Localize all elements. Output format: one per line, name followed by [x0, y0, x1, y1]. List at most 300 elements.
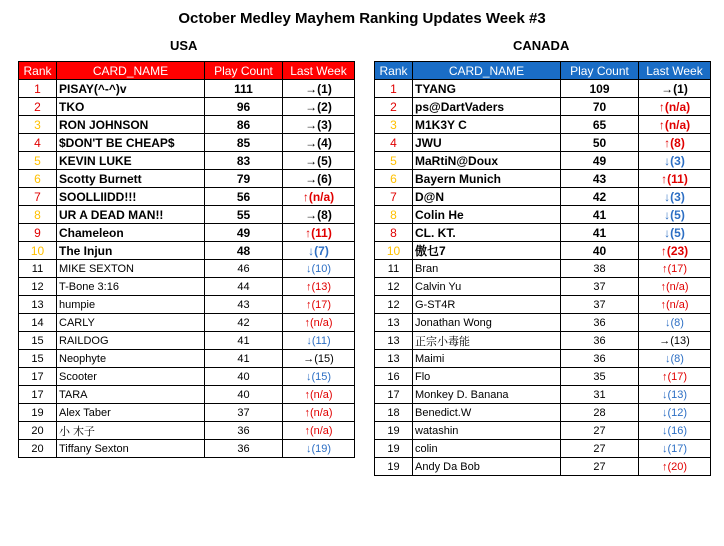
card-name-cell: 傲乜7 [413, 242, 561, 260]
play-count-cell: 83 [205, 152, 283, 170]
card-name-cell: G-ST4R [413, 296, 561, 314]
table-row [375, 224, 711, 242]
rank-cell: 12 [375, 296, 413, 314]
last-week-cell [639, 278, 711, 296]
table-row [19, 224, 355, 242]
arrow-right-icon: → [305, 81, 318, 96]
rank-cell: 8 [375, 224, 413, 242]
rank-cell: 12 [375, 278, 413, 296]
play-count-cell: 27 [561, 422, 639, 440]
arrow-down-icon: ↓ [661, 406, 668, 419]
card-name-cell: RON JOHNSON [57, 116, 205, 134]
arrow-down-icon: ↓ [661, 442, 668, 455]
last-week-value: (17) [667, 442, 688, 455]
table-row [375, 170, 711, 188]
last-week-cell [639, 134, 711, 152]
last-week-value: (10) [311, 262, 332, 275]
table-row [375, 278, 711, 296]
rank-cell: 13 [375, 332, 413, 350]
canada-table-body [375, 80, 711, 476]
card-name-cell: Bayern Munich [413, 170, 561, 188]
arrow-right-icon: → [305, 117, 318, 132]
last-week-cell [283, 224, 355, 242]
card-name-cell: PISAY(^-^)v [57, 80, 205, 98]
card-name-cell: Jonathan Wong [413, 314, 561, 332]
arrow-up-icon: ↑ [664, 135, 671, 150]
arrow-down-icon: ↓ [305, 262, 312, 275]
last-week-value: (1) [673, 81, 688, 96]
rank-cell: 9 [19, 224, 57, 242]
last-week-cell [639, 242, 711, 260]
last-week-value: (6) [317, 171, 332, 186]
last-week-cell [283, 242, 355, 260]
last-week-value: (n/a) [308, 189, 335, 204]
last-week-cell [639, 80, 711, 98]
card-name-cell: TYANG [413, 80, 561, 98]
rank-cell: 3 [19, 116, 57, 134]
table-row [375, 386, 711, 404]
rank-cell: 4 [19, 134, 57, 152]
last-week-cell [283, 98, 355, 116]
play-count-cell: 42 [205, 314, 283, 332]
table-row [375, 134, 711, 152]
last-week-value: (n/a) [309, 388, 333, 401]
play-count-cell: 36 [561, 350, 639, 368]
arrow-right-icon: → [305, 153, 318, 168]
table-row [19, 404, 355, 422]
arrow-up-icon: ↑ [658, 99, 665, 114]
arrow-up-icon: ↑ [660, 298, 666, 311]
rank-cell: 15 [19, 332, 57, 350]
card-name-cell: M1K3Y C [413, 116, 561, 134]
last-week-value: (1) [317, 81, 332, 96]
card-name-cell: MaRtiN@Doux [413, 152, 561, 170]
rank-cell: 8 [19, 206, 57, 224]
last-week-value: (17) [311, 298, 332, 311]
card-name-cell: D@N [413, 188, 561, 206]
last-week-cell [639, 458, 711, 476]
play-count-cell: 70 [561, 98, 639, 116]
last-week-value: (n/a) [664, 99, 691, 114]
card-name-cell: T-Bone 3:16 [57, 278, 205, 296]
table-row [19, 440, 355, 458]
play-count-cell: 37 [561, 278, 639, 296]
play-count-cell: 41 [561, 224, 639, 242]
last-week-value: (8) [670, 316, 684, 329]
table-row [375, 206, 711, 224]
play-count-cell: 55 [205, 206, 283, 224]
rank-cell: 8 [375, 206, 413, 224]
last-week-value: (13) [670, 334, 690, 347]
column-header-rank: Rank [19, 62, 57, 80]
play-count-cell: 36 [205, 422, 283, 440]
table-row [375, 422, 711, 440]
column-header-card-name: CARD_NAME [57, 62, 205, 80]
last-week-value: (n/a) [309, 316, 333, 329]
table-row [19, 134, 355, 152]
arrow-down-icon: ↓ [661, 388, 668, 401]
last-week-cell [639, 152, 711, 170]
last-week-cell [639, 440, 711, 458]
arrow-up-icon: ↑ [304, 406, 310, 419]
play-count-cell: 56 [205, 188, 283, 206]
table-row [375, 350, 711, 368]
play-count-cell: 46 [205, 260, 283, 278]
arrow-up-icon: ↑ [302, 189, 309, 204]
column-header-last-week: Last Week [283, 62, 355, 80]
table-row [19, 368, 355, 386]
play-count-cell: 36 [561, 314, 639, 332]
card-name-cell: ps@DartVaders [413, 98, 561, 116]
card-name-cell: SOOLLIIDD!!! [57, 188, 205, 206]
arrow-down-icon: ↓ [664, 207, 671, 222]
table-row [375, 260, 711, 278]
rank-cell: 13 [375, 350, 413, 368]
card-name-cell: The Injun [57, 242, 205, 260]
last-week-value: (13) [667, 388, 688, 401]
last-week-cell [283, 440, 355, 458]
last-week-value: (n/a) [309, 406, 333, 419]
table-row [375, 242, 711, 260]
play-count-cell: 35 [561, 368, 639, 386]
last-week-cell [283, 404, 355, 422]
last-week-cell [283, 134, 355, 152]
card-name-cell: Andy Da Bob [413, 458, 561, 476]
play-count-cell: 27 [561, 440, 639, 458]
play-count-cell: 96 [205, 98, 283, 116]
play-count-cell: 44 [205, 278, 283, 296]
last-week-cell [639, 422, 711, 440]
table-row [375, 98, 711, 116]
arrow-down-icon: ↓ [306, 334, 312, 347]
card-name-cell: Chameleon [57, 224, 205, 242]
last-week-cell [283, 314, 355, 332]
last-week-cell [283, 350, 355, 368]
play-count-cell: 27 [561, 458, 639, 476]
play-count-cell: 86 [205, 116, 283, 134]
play-count-cell: 36 [561, 332, 639, 350]
last-week-value: (12) [667, 406, 688, 419]
last-week-cell [283, 332, 355, 350]
usa-heading: USA [170, 38, 198, 53]
last-week-value: (17) [667, 370, 688, 383]
last-week-value: (2) [317, 99, 332, 114]
play-count-cell: 37 [561, 296, 639, 314]
rank-cell: 5 [19, 152, 57, 170]
card-name-cell: Maimi [413, 350, 561, 368]
table-row [375, 116, 711, 134]
arrow-up-icon: ↑ [305, 280, 312, 293]
column-header-play-count: Play Count [205, 62, 283, 80]
card-name-cell: JWU [413, 134, 561, 152]
card-name-cell: Calvin Yu [413, 278, 561, 296]
arrow-up-icon: ↑ [660, 280, 666, 293]
rank-cell: 19 [375, 458, 413, 476]
table-row [19, 152, 355, 170]
rank-cell: 17 [19, 368, 57, 386]
last-week-cell [639, 368, 711, 386]
rank-cell: 18 [375, 404, 413, 422]
rank-cell: 4 [375, 134, 413, 152]
rank-cell: 15 [19, 350, 57, 368]
table-header-row [375, 62, 711, 80]
table-row [19, 80, 355, 98]
page-title: October Medley Mayhem Ranking Updates Week #3 [178, 10, 546, 27]
arrow-up-icon: ↑ [661, 370, 668, 383]
table-row [19, 296, 355, 314]
play-count-cell: 40 [205, 368, 283, 386]
last-week-cell [283, 206, 355, 224]
table-row [19, 170, 355, 188]
arrow-up-icon: ↑ [304, 316, 310, 329]
arrow-down-icon: ↓ [661, 424, 668, 437]
rank-cell: 17 [375, 386, 413, 404]
arrow-right-icon: → [305, 171, 318, 186]
table-row [19, 278, 355, 296]
rank-cell: 5 [375, 152, 413, 170]
rank-cell: 11 [19, 260, 57, 278]
last-week-value: (n/a) [664, 117, 691, 132]
card-name-cell: Alex Taber [57, 404, 205, 422]
last-week-value: (8) [670, 352, 684, 365]
arrow-down-icon: ↓ [305, 442, 312, 455]
last-week-value: (3) [317, 117, 332, 132]
table-row [375, 80, 711, 98]
play-count-cell: 41 [205, 350, 283, 368]
last-week-value: (15) [311, 370, 332, 383]
rank-cell: 7 [19, 188, 57, 206]
rank-cell: 10 [375, 242, 413, 260]
play-count-cell: 28 [561, 404, 639, 422]
table-row [19, 332, 355, 350]
table-row [375, 296, 711, 314]
card-name-cell: MIKE SEXTON [57, 260, 205, 278]
column-header-card-name: CARD_NAME [413, 62, 561, 80]
card-name-cell: Monkey D. Banana [413, 386, 561, 404]
last-week-cell [639, 314, 711, 332]
arrow-up-icon: ↑ [661, 460, 668, 473]
table-row [19, 98, 355, 116]
last-week-cell [283, 422, 355, 440]
arrow-up-icon: ↑ [661, 171, 668, 186]
arrow-up-icon: ↑ [304, 424, 310, 437]
arrow-down-icon: ↓ [308, 243, 315, 258]
usa-ranking-table [18, 61, 355, 458]
card-name-cell: UR A DEAD MAN!! [57, 206, 205, 224]
arrow-down-icon: ↓ [664, 189, 671, 204]
arrow-down-icon: ↓ [665, 352, 671, 365]
rank-cell: 20 [19, 440, 57, 458]
play-count-cell: 111 [205, 80, 283, 98]
arrow-down-icon: ↓ [305, 370, 312, 383]
last-week-cell [639, 188, 711, 206]
last-week-cell [283, 278, 355, 296]
table-row [375, 152, 711, 170]
usa-table-body [19, 80, 355, 458]
last-week-cell [639, 98, 711, 116]
play-count-cell: 50 [561, 134, 639, 152]
arrow-down-icon: ↓ [665, 316, 671, 329]
table-row [375, 332, 711, 350]
column-header-last-week: Last Week [639, 62, 711, 80]
rank-cell: 14 [19, 314, 57, 332]
card-name-cell: Benedict.W [413, 404, 561, 422]
last-week-value: (16) [667, 424, 688, 437]
play-count-cell: 85 [205, 134, 283, 152]
card-name-cell: CL. KT. [413, 224, 561, 242]
card-name-cell: humpie [57, 296, 205, 314]
column-header-play-count: Play Count [561, 62, 639, 80]
play-count-cell: 43 [205, 296, 283, 314]
card-name-cell: Neophyte [57, 350, 205, 368]
rank-cell: 17 [19, 386, 57, 404]
last-week-cell [639, 206, 711, 224]
card-name-cell: 小 木子 [57, 422, 205, 440]
arrow-up-icon: ↑ [658, 117, 665, 132]
last-week-value: (8) [317, 207, 332, 222]
card-name-cell: Scooter [57, 368, 205, 386]
play-count-cell: 41 [205, 332, 283, 350]
last-week-value: (4) [317, 135, 332, 150]
arrow-right-icon: → [305, 207, 318, 222]
last-week-value: (3) [670, 153, 685, 168]
play-count-cell: 37 [205, 404, 283, 422]
column-header-rank: Rank [375, 62, 413, 80]
card-name-cell: Scotty Burnett [57, 170, 205, 188]
rank-cell: 10 [19, 242, 57, 260]
last-week-value: (8) [670, 135, 685, 150]
canada-heading: CANADA [513, 38, 570, 53]
play-count-cell: 36 [205, 440, 283, 458]
arrow-up-icon: ↑ [660, 243, 667, 258]
last-week-cell [639, 404, 711, 422]
table-row [19, 350, 355, 368]
last-week-value: (5) [670, 207, 685, 222]
last-week-cell [283, 260, 355, 278]
last-week-value: (23) [666, 243, 689, 258]
last-week-cell [283, 296, 355, 314]
arrow-right-icon: → [659, 334, 671, 347]
play-count-cell: 48 [205, 242, 283, 260]
rank-cell: 2 [19, 98, 57, 116]
last-week-value: (5) [317, 153, 332, 168]
arrow-up-icon: ↑ [305, 225, 312, 240]
last-week-cell [283, 152, 355, 170]
last-week-cell [283, 386, 355, 404]
play-count-cell: 41 [561, 206, 639, 224]
last-week-value: (11) [311, 334, 331, 347]
card-name-cell: colin [413, 440, 561, 458]
rank-cell: 1 [19, 80, 57, 98]
last-week-cell [283, 188, 355, 206]
play-count-cell: 79 [205, 170, 283, 188]
play-count-cell: 40 [205, 386, 283, 404]
card-name-cell: 正宗小毒能 [413, 332, 561, 350]
play-count-cell: 40 [561, 242, 639, 260]
last-week-value: (11) [667, 171, 688, 186]
play-count-cell: 38 [561, 260, 639, 278]
arrow-right-icon: → [661, 81, 674, 96]
last-week-cell [283, 170, 355, 188]
rank-cell: 1 [375, 80, 413, 98]
play-count-cell: 49 [561, 152, 639, 170]
rank-cell: 13 [375, 314, 413, 332]
table-header-row [19, 62, 355, 80]
card-name-cell: KEVIN LUKE [57, 152, 205, 170]
last-week-value: (19) [311, 442, 332, 455]
arrow-up-icon: ↑ [661, 262, 668, 275]
table-row [375, 368, 711, 386]
table-row [19, 386, 355, 404]
table-row [19, 260, 355, 278]
rank-cell: 2 [375, 98, 413, 116]
last-week-cell [283, 80, 355, 98]
last-week-cell [639, 224, 711, 242]
table-row [19, 188, 355, 206]
card-name-cell: Flo [413, 368, 561, 386]
arrow-right-icon: → [303, 352, 315, 365]
last-week-cell [639, 260, 711, 278]
last-week-value: (17) [667, 262, 688, 275]
rank-cell: 7 [375, 188, 413, 206]
rank-cell: 12 [19, 278, 57, 296]
last-week-value: (13) [311, 280, 332, 293]
table-row [375, 458, 711, 476]
rank-cell: 3 [375, 116, 413, 134]
last-week-value: (7) [314, 243, 329, 258]
last-week-cell [639, 386, 711, 404]
last-week-value: (n/a) [665, 280, 689, 293]
table-row [19, 206, 355, 224]
card-name-cell: $DON'T BE CHEAP$ [57, 134, 205, 152]
last-week-value: (11) [311, 225, 332, 240]
rank-cell: 13 [19, 296, 57, 314]
last-week-value: (n/a) [665, 298, 689, 311]
rank-cell: 19 [375, 422, 413, 440]
arrow-down-icon: ↓ [664, 225, 671, 240]
last-week-value: (3) [670, 189, 685, 204]
rank-cell: 19 [375, 440, 413, 458]
card-name-cell: TKO [57, 98, 205, 116]
last-week-cell [639, 350, 711, 368]
arrow-down-icon: ↓ [664, 153, 671, 168]
play-count-cell: 31 [561, 386, 639, 404]
rank-cell: 16 [375, 368, 413, 386]
card-name-cell: watashin [413, 422, 561, 440]
table-row [19, 116, 355, 134]
last-week-value: (5) [670, 225, 685, 240]
play-count-cell: 109 [561, 80, 639, 98]
card-name-cell: Colin He [413, 206, 561, 224]
table-row [375, 404, 711, 422]
card-name-cell: TARA [57, 386, 205, 404]
last-week-cell [639, 116, 711, 134]
card-name-cell: RAILDOG [57, 332, 205, 350]
play-count-cell: 49 [205, 224, 283, 242]
table-row [19, 422, 355, 440]
play-count-cell: 43 [561, 170, 639, 188]
arrow-right-icon: → [305, 135, 318, 150]
arrow-right-icon: → [305, 99, 318, 114]
card-name-cell: CARLY [57, 314, 205, 332]
last-week-cell [639, 296, 711, 314]
table-row [19, 242, 355, 260]
last-week-cell [639, 170, 711, 188]
rank-cell: 6 [19, 170, 57, 188]
last-week-value: (20) [667, 460, 688, 473]
arrow-up-icon: ↑ [305, 298, 312, 311]
last-week-value: (n/a) [309, 424, 333, 437]
